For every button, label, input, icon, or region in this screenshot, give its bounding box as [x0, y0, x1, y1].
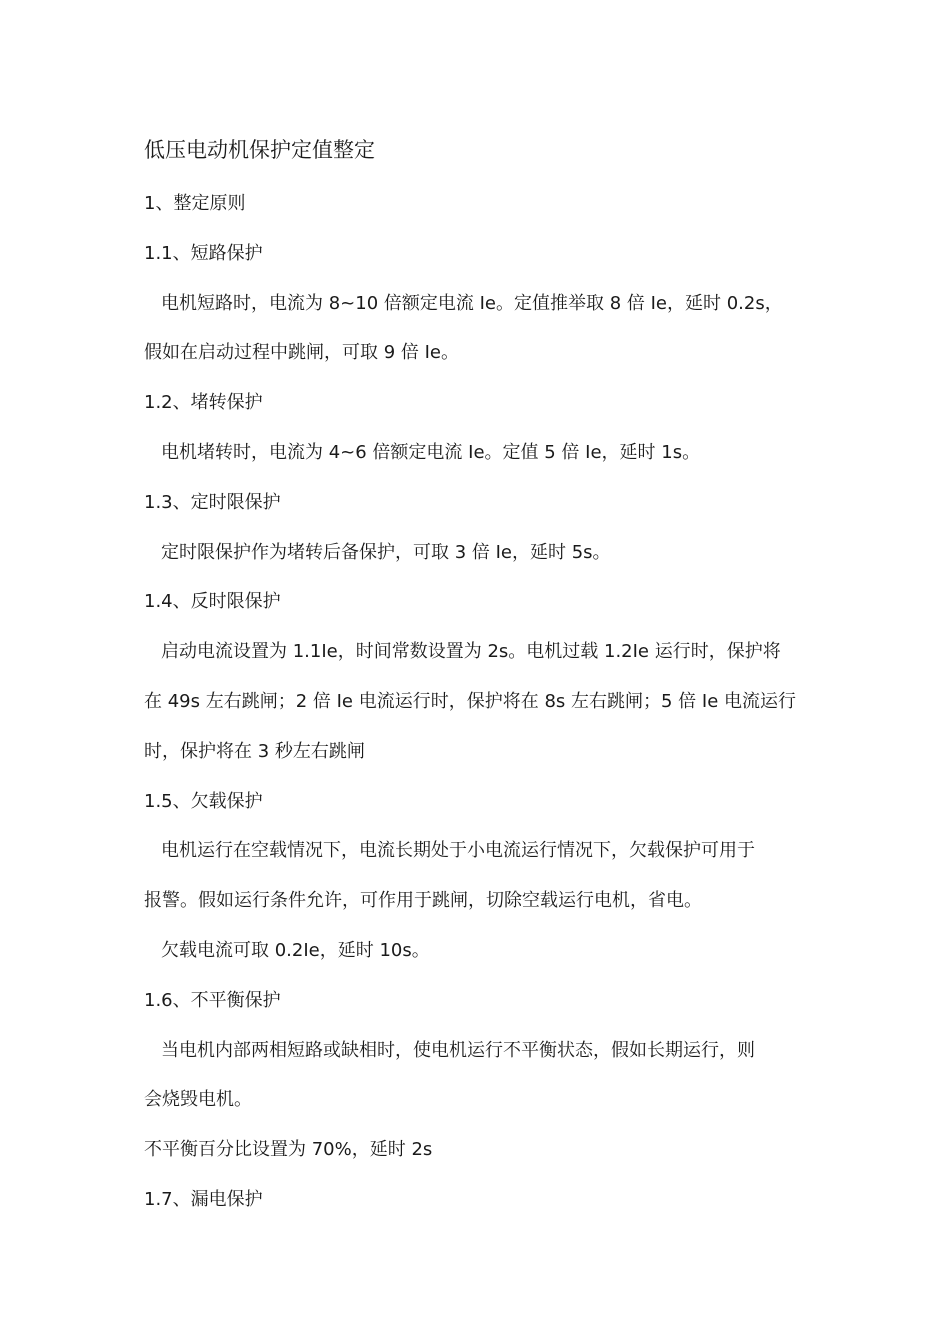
section-heading: 1.4、反时限保护 [144, 591, 281, 613]
paragraph-line: 会烧毁电机。 [144, 1089, 252, 1111]
paragraph-line: 报警。假如运行条件允许，可作用于跳闸，切除空载运行电机，省电。 [144, 890, 702, 912]
paragraph-line: 定时限保护作为堵转后备保护，可取 3 倍 Ie，延时 5s。 [161, 541, 611, 563]
section-heading: 1、整定原则 [144, 193, 246, 214]
paragraph-line: 电机短路时，电流为 8~10 倍额定电流 Ie。定值推举取 8 倍 Ie，延时 0.2s， [161, 292, 783, 314]
paragraph-line: 启动电流设置为 1.1Ie，时间常数设置为 2s。电机过载 1.2Ie 运行时，保护将 [161, 641, 781, 663]
section-heading: 1.1、短路保护 [144, 242, 263, 264]
document-body [144, 130, 814, 1225]
section-heading: 1.2、堵转保护 [144, 392, 263, 414]
paragraph-line: 时，保护将在 3 秒左右跳闸 [144, 740, 365, 762]
document-lines [144, 179, 814, 1225]
section-heading: 1.5、欠载保护 [144, 790, 263, 812]
section-heading: 1.7、漏电保护 [144, 1188, 263, 1210]
paragraph-line: 假如在启动过程中跳闸，可取 9 倍 Ie。 [144, 342, 459, 364]
document-title: 低压电动机保护定值整定 [144, 138, 375, 162]
section-heading: 1.3、定时限保护 [144, 491, 281, 513]
paragraph-line: 欠载电流可取 0.2Ie，延时 10s。 [161, 939, 430, 961]
paragraph-line: 电机运行在空载情况下，电流长期处于小电流运行情况下，欠载保护可用于 [161, 840, 755, 862]
paragraph-line: 电机堵转时，电流为 4~6 倍额定电流 Ie。定值 5 倍 Ie，延时 1s。 [161, 441, 701, 463]
paragraph-line: 不平衡百分比设置为 70%，延时 2s [144, 1139, 433, 1161]
paragraph-line: 当电机内部两相短路或缺相时，使电机运行不平衡状态，假如长期运行，则 [161, 1039, 755, 1061]
paragraph-line: 在 49s 左右跳闸；2 倍 Ie 电流运行时，保护将在 8s 左右跳闸；5 倍 Ie 电流运行 [144, 690, 796, 712]
section-heading: 1.6、不平衡保护 [144, 989, 281, 1011]
